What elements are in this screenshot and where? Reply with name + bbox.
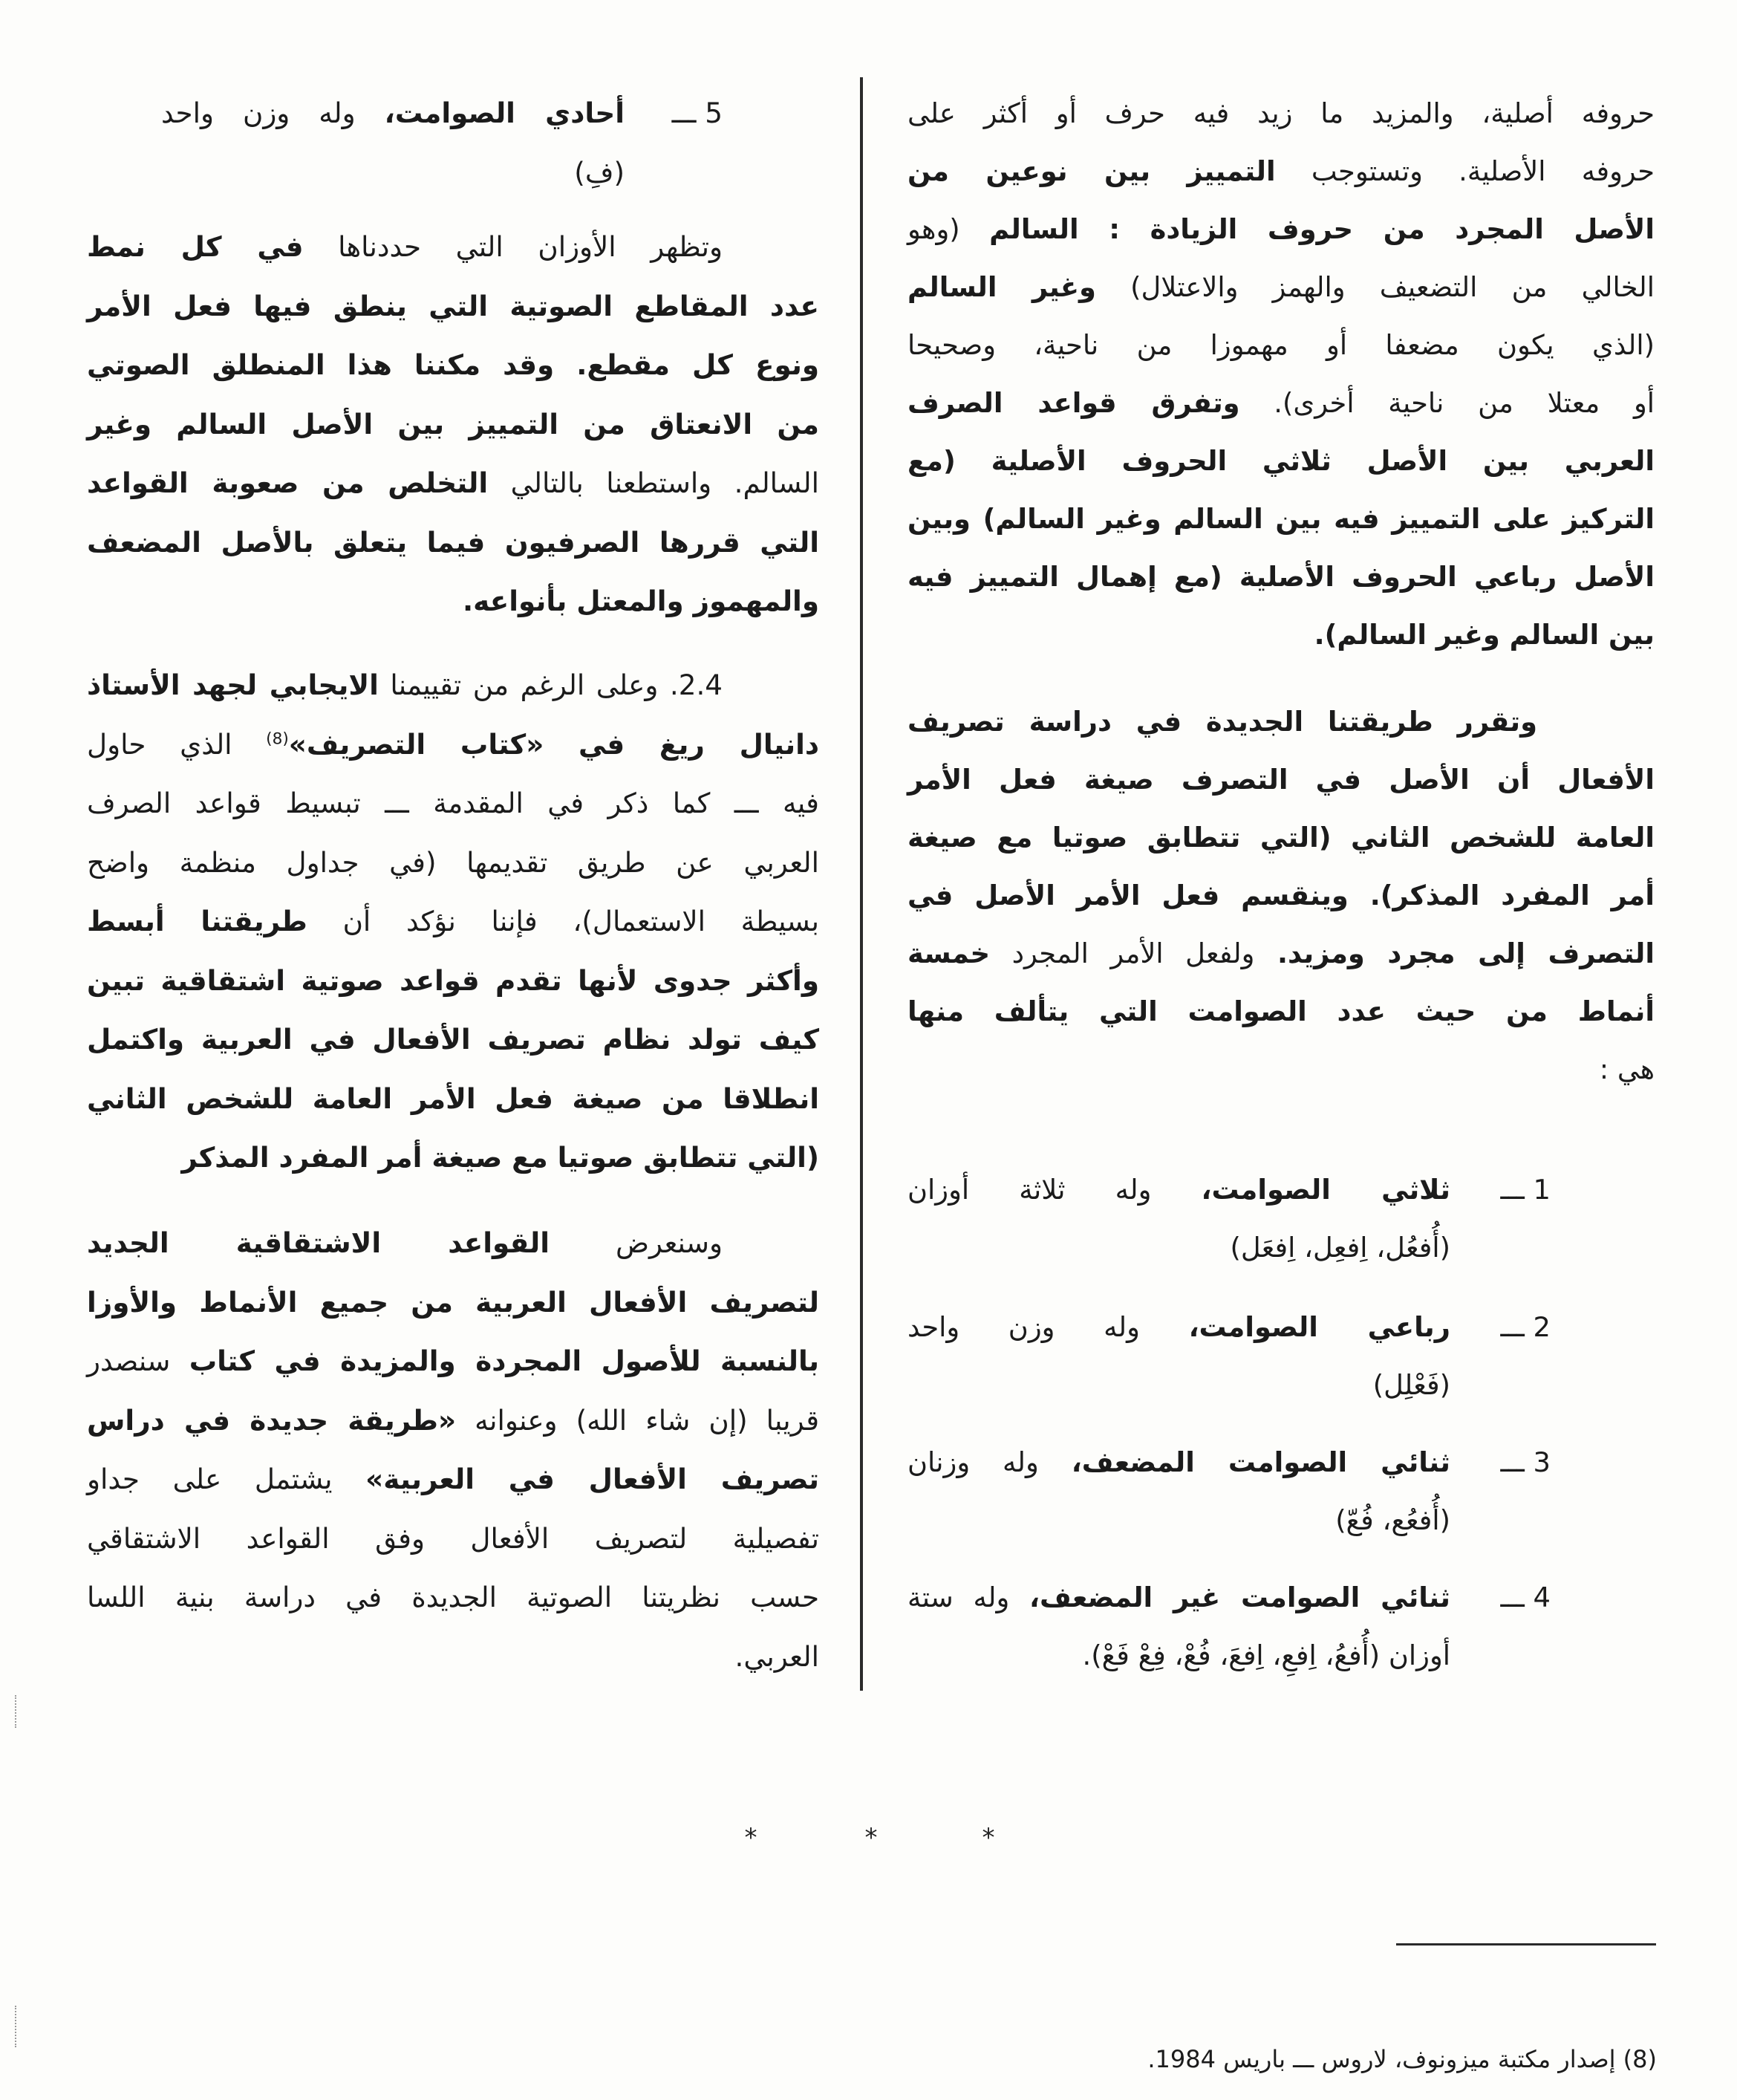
paragraph-weights <box>87 218 819 631</box>
bold-text-run: الأصل المجرد من حروف الزيادة : السالم <box>989 213 1655 245</box>
text-line <box>907 1627 1450 1685</box>
line-text <box>907 880 1655 911</box>
line-text <box>907 271 1655 303</box>
scan-mark <box>15 1695 16 1728</box>
text-line <box>87 1450 819 1509</box>
bold-text-run: كيف تولد نظام تصريف الأفعال في العربية واكتمل <box>87 1023 819 1056</box>
text-line <box>907 867 1655 925</box>
line-text <box>87 964 819 997</box>
line-text <box>1335 1504 1450 1536</box>
line-text <box>181 1141 819 1174</box>
line-text <box>907 213 1655 245</box>
bold-text-run: أمر المفرد المذكر). وينقسم فعل الأمر الأصل في <box>907 880 1655 911</box>
text-line <box>907 548 1655 606</box>
text-line <box>907 374 1655 432</box>
line-text <box>87 1345 819 1377</box>
text-line <box>87 277 819 337</box>
list-number: 3 ـــ <box>1500 1446 1551 1478</box>
text-line <box>907 925 1655 983</box>
bold-text-run: بالنسبة للأصول المجردة والمزيدة في كتاب <box>189 1345 819 1377</box>
text-line <box>87 1391 819 1451</box>
line-text <box>1083 1639 1450 1671</box>
text-line <box>907 751 1655 809</box>
line-text <box>87 787 819 819</box>
bold-text-run: أحادي الصوامت، <box>384 97 625 129</box>
left-column <box>87 0 819 1701</box>
bold-text-run: طريقتنا أبسط <box>87 905 307 937</box>
bold-text-run: تصريف الأفعال في العربية» <box>365 1463 819 1495</box>
bold-text-run: العربي بين الأصل ثلاثي الحروف الأصلية (مع <box>907 445 1655 477</box>
line-text <box>907 1311 1450 1343</box>
list-number: 2 ـــ <box>1500 1311 1551 1343</box>
separator-asterisk: * <box>982 1823 995 1853</box>
bold-text-run: لتصريف الأفعال العربية من جميع الأنماط والأوزا <box>87 1285 819 1319</box>
text-run: 2.4. وعلى الرغم من تقييمنا <box>378 669 723 701</box>
bold-text-run: في كل نمط <box>87 230 304 263</box>
bold-text-run: ونوع كل مقطع. وقد مكننا هذا المنطلق الصوتي <box>87 348 819 381</box>
text-line <box>161 84 625 143</box>
list-item-text <box>161 84 625 202</box>
bold-text-run: من الانعتاق من التمييز بين الأصل السالم وغير <box>87 407 819 441</box>
line-text <box>87 348 819 381</box>
bold-text-run: وغير السالم <box>907 271 1096 303</box>
bold-text-run: التركيز على التمييز فيه بين السالم وغير السالم) وبين <box>907 503 1655 535</box>
text-run: العربي عن طريق تقديمها (في جداول منظمة واضح <box>87 845 819 879</box>
line-text <box>87 467 819 499</box>
text-run: الذي حاول <box>87 727 267 761</box>
text-run: يشتمل على جداو <box>87 1463 366 1495</box>
text-line <box>87 336 819 395</box>
column-divider <box>860 77 863 1691</box>
bold-text-run: التمييز بين نوعين من <box>907 155 1276 187</box>
text-run: سنصدر <box>87 1345 189 1377</box>
paragraph-method <box>907 693 1655 1099</box>
text-line <box>87 1509 819 1569</box>
bold-text-run: التي قررها الصرفيون فيما يتعلق بالأصل المضعف <box>87 525 819 559</box>
bold-text-run: والمهموز والمعتل بأنواعه. <box>462 585 819 617</box>
text-line <box>87 715 819 775</box>
line-text <box>87 669 723 701</box>
text-run: (وهو <box>907 213 990 245</box>
line-text <box>907 387 1655 419</box>
text-run: وله ثلاثة أوزان <box>907 1174 1202 1206</box>
text-run: حروفه الأصلية. وتستوجب <box>1275 155 1655 187</box>
bold-text-run: انطلاقا من صيغة فعل الأمر العامة للشخص الثاني <box>87 1082 819 1115</box>
line-text <box>907 445 1655 477</box>
text-run: وله ستة <box>907 1581 1030 1613</box>
text-run: (الذي يكون مضعفا أو مهموزا من ناحية، وصحيحا <box>907 329 1655 361</box>
text-run: وله وزن واحد <box>161 97 385 129</box>
text-line <box>87 218 819 277</box>
text-line <box>87 774 819 833</box>
text-run: (فَعْلِل) <box>1372 1369 1450 1401</box>
bold-text-run: أنماط من حيث عدد الصوامت التي يتألف منها <box>907 995 1655 1027</box>
text-line <box>87 656 819 715</box>
text-line <box>87 833 819 893</box>
line-text <box>1600 1053 1655 1085</box>
line-text <box>907 822 1655 854</box>
line-text <box>87 408 819 441</box>
line-text <box>907 1581 1450 1613</box>
text-run: الخالي من التضعيف والهمز والاعتلال) <box>1095 271 1655 303</box>
text-line <box>907 1356 1450 1414</box>
text-run: (أُفعُل، اِفعِل، اِفعَل) <box>1230 1232 1450 1264</box>
line-text <box>161 97 625 129</box>
line-text <box>87 728 819 761</box>
text-run: أوزان (أُفعُ، اِفعِ، اِفعَ، فُعْ، فِعْ فَعْ). <box>1082 1639 1450 1671</box>
text-line <box>907 85 1655 143</box>
right-column <box>907 0 1655 1701</box>
text-run: حسب نظريتنا الصوتية الجديدة في دراسة بنية اللسا <box>87 1581 819 1613</box>
line-text <box>87 1023 819 1056</box>
bold-text-run: القواعد الاشتقاقية الجديد <box>87 1226 550 1259</box>
bold-text-run: وتقرر طريقتنا الجديدة في دراسة تصريف <box>907 706 1537 738</box>
text-run: وتظهر الأوزان التي حددناها <box>303 230 723 263</box>
line-text <box>87 1522 819 1555</box>
footnote-ref: (8) <box>266 729 289 749</box>
bold-text-run: دانيال ريغ في «كتاب التصريف» <box>288 727 819 761</box>
text-line <box>87 1128 819 1188</box>
line-text <box>87 290 819 322</box>
text-line <box>907 259 1655 316</box>
text-line <box>907 490 1655 548</box>
line-text <box>907 995 1655 1027</box>
text-line <box>87 1332 819 1391</box>
text-line <box>87 1010 819 1070</box>
text-line <box>87 952 819 1011</box>
bold-text-run: ثلاثي الصوامت، <box>1201 1174 1450 1206</box>
text-run: هي : <box>1599 1053 1655 1085</box>
text-run: حروفه أصلية، والمزيد ما زيد فيه حرف أو أكثر على <box>907 97 1655 129</box>
line-text <box>463 585 819 617</box>
bold-text-run: (التي تتطابق صوتيا مع صيغة أمر المفرد المذكر <box>181 1141 819 1174</box>
text-run: السالم. واستطعنا بالتالي <box>488 467 819 499</box>
text-line <box>907 606 1655 664</box>
line-text <box>87 1286 819 1319</box>
text-line <box>87 572 819 631</box>
text-line <box>907 693 1655 751</box>
bold-text-run: العامة للشخص الثاني (التي تتطابق صوتيا مع صيغة <box>907 822 1655 854</box>
text-line <box>907 1041 1655 1099</box>
text-run: تفصيلية لتصريف الأفعال وفق القواعد الاشتقاقي <box>87 1521 819 1555</box>
text-line <box>87 513 819 573</box>
bold-text-run: الايجابي لجهد الأستاذ <box>87 669 379 701</box>
text-line <box>907 1569 1450 1627</box>
list-item-text <box>907 1434 1450 1550</box>
line-text <box>87 230 723 263</box>
line-text <box>87 1581 819 1613</box>
text-run: أو معتلا من ناحية أخرى). <box>1239 387 1655 419</box>
text-run: قريبا (إن شاء الله) وعنوانه <box>456 1403 820 1437</box>
text-line <box>87 395 819 455</box>
line-text <box>574 156 625 189</box>
list-number: 4 ـــ <box>1500 1581 1551 1613</box>
text-line <box>87 1628 819 1687</box>
paragraph-continuation <box>907 85 1655 664</box>
line-text <box>87 526 819 559</box>
line-text <box>87 905 819 937</box>
scan-mark <box>15 2006 16 2047</box>
bold-text-run: عدد المقاطع الصوتية التي ينطق فيها فعل الأمر <box>87 289 819 322</box>
line-text <box>907 155 1655 187</box>
line-text <box>907 97 1655 129</box>
text-run: وله وزن واحد <box>907 1311 1189 1343</box>
bold-text-run: وتفرق قواعد الصرف <box>907 387 1240 419</box>
bold-text-run: ثنائي الصوامت غير المضعف، <box>1029 1581 1450 1613</box>
list-number: 5 ـــ <box>671 97 723 129</box>
line-text <box>1373 1369 1450 1401</box>
list-item-text <box>907 1569 1450 1685</box>
separator-asterisk: * <box>744 1823 757 1853</box>
text-line <box>87 1273 819 1333</box>
paragraph-section-2-4 <box>87 656 819 1188</box>
footnote: (8) إصدار مكتبة ميزونوف، لاروس ـــ باريس 1984. <box>1147 2045 1657 2073</box>
text-run: فيه ـــ كما ذكر في المقدمة ـــ تبسيط قواعد الصرف <box>87 787 819 819</box>
text-run: العربي. <box>734 1639 819 1673</box>
list-item-text <box>907 1161 1450 1277</box>
bold-text-run: الأصل رباعي الحروف الأصلية (مع إهمال التمييز فيه <box>907 561 1655 593</box>
bold-text-run: ثنائي الصوامت المضعف، <box>1071 1446 1450 1478</box>
bold-text-run: الأفعال أن الأصل في التصرف صيغة فعل الأمر <box>907 764 1655 796</box>
bold-text-run: وأكثر جدوى لأنها تقدم قواعد صوتية اشتقاقية تبين <box>87 963 819 997</box>
line-text <box>87 1226 723 1259</box>
text-line <box>907 1219 1450 1277</box>
text-line <box>161 143 625 203</box>
line-text <box>87 1404 819 1437</box>
text-line <box>87 1214 819 1273</box>
separator-asterisk: * <box>864 1823 878 1853</box>
text-line <box>907 1434 1450 1492</box>
line-text <box>907 503 1655 535</box>
text-line <box>907 1298 1450 1356</box>
text-run: ولفعل الأمر المجرد <box>990 937 1255 969</box>
line-text <box>1314 619 1655 651</box>
bold-text-run: التصرف إلى مجرد ومزيد. <box>1254 937 1655 969</box>
line-text <box>907 937 1655 969</box>
text-line <box>907 316 1655 374</box>
line-text <box>87 846 819 879</box>
line-text <box>1230 1232 1450 1264</box>
line-text <box>907 1446 1450 1478</box>
bold-text-run: خمسة <box>907 937 991 969</box>
line-text <box>87 1463 819 1495</box>
line-text <box>907 1174 1450 1206</box>
text-run: بسيطة الاستعمال)، فإننا نؤكد أن <box>307 905 820 937</box>
text-line <box>907 432 1655 490</box>
bold-text-run: «طريقة جديدة في دراس <box>87 1403 457 1437</box>
paragraph-forthcoming-book <box>87 1214 819 1686</box>
footnote-rule <box>1396 1943 1656 1945</box>
text-run: (فِ) <box>574 155 625 189</box>
text-run: وسنعرض <box>549 1226 723 1259</box>
bold-text-run: بين السالم وغير السالم). <box>1314 619 1655 651</box>
list-number: 1 ـــ <box>1500 1174 1551 1206</box>
text-line <box>907 983 1655 1041</box>
text-line <box>907 1492 1450 1550</box>
text-line <box>907 201 1655 259</box>
text-run: وله وزنان <box>907 1446 1072 1478</box>
line-text <box>87 1082 819 1115</box>
line-text <box>907 329 1655 361</box>
line-text <box>734 1640 819 1673</box>
line-text <box>907 561 1655 593</box>
text-line <box>87 1568 819 1628</box>
text-line <box>907 809 1655 867</box>
line-text <box>907 764 1655 796</box>
text-line <box>87 892 819 952</box>
list-item-text <box>907 1298 1450 1414</box>
text-line <box>907 1161 1450 1219</box>
text-line <box>87 454 819 513</box>
bold-text-run: رباعي الصوامت، <box>1188 1311 1450 1343</box>
bold-text-run: التخلص من صعوبة القواعد <box>87 467 489 499</box>
line-text <box>907 706 1537 738</box>
text-line <box>907 143 1655 201</box>
text-line <box>87 1070 819 1129</box>
text-run: (أُفعُع، فُعّ) <box>1335 1504 1450 1536</box>
